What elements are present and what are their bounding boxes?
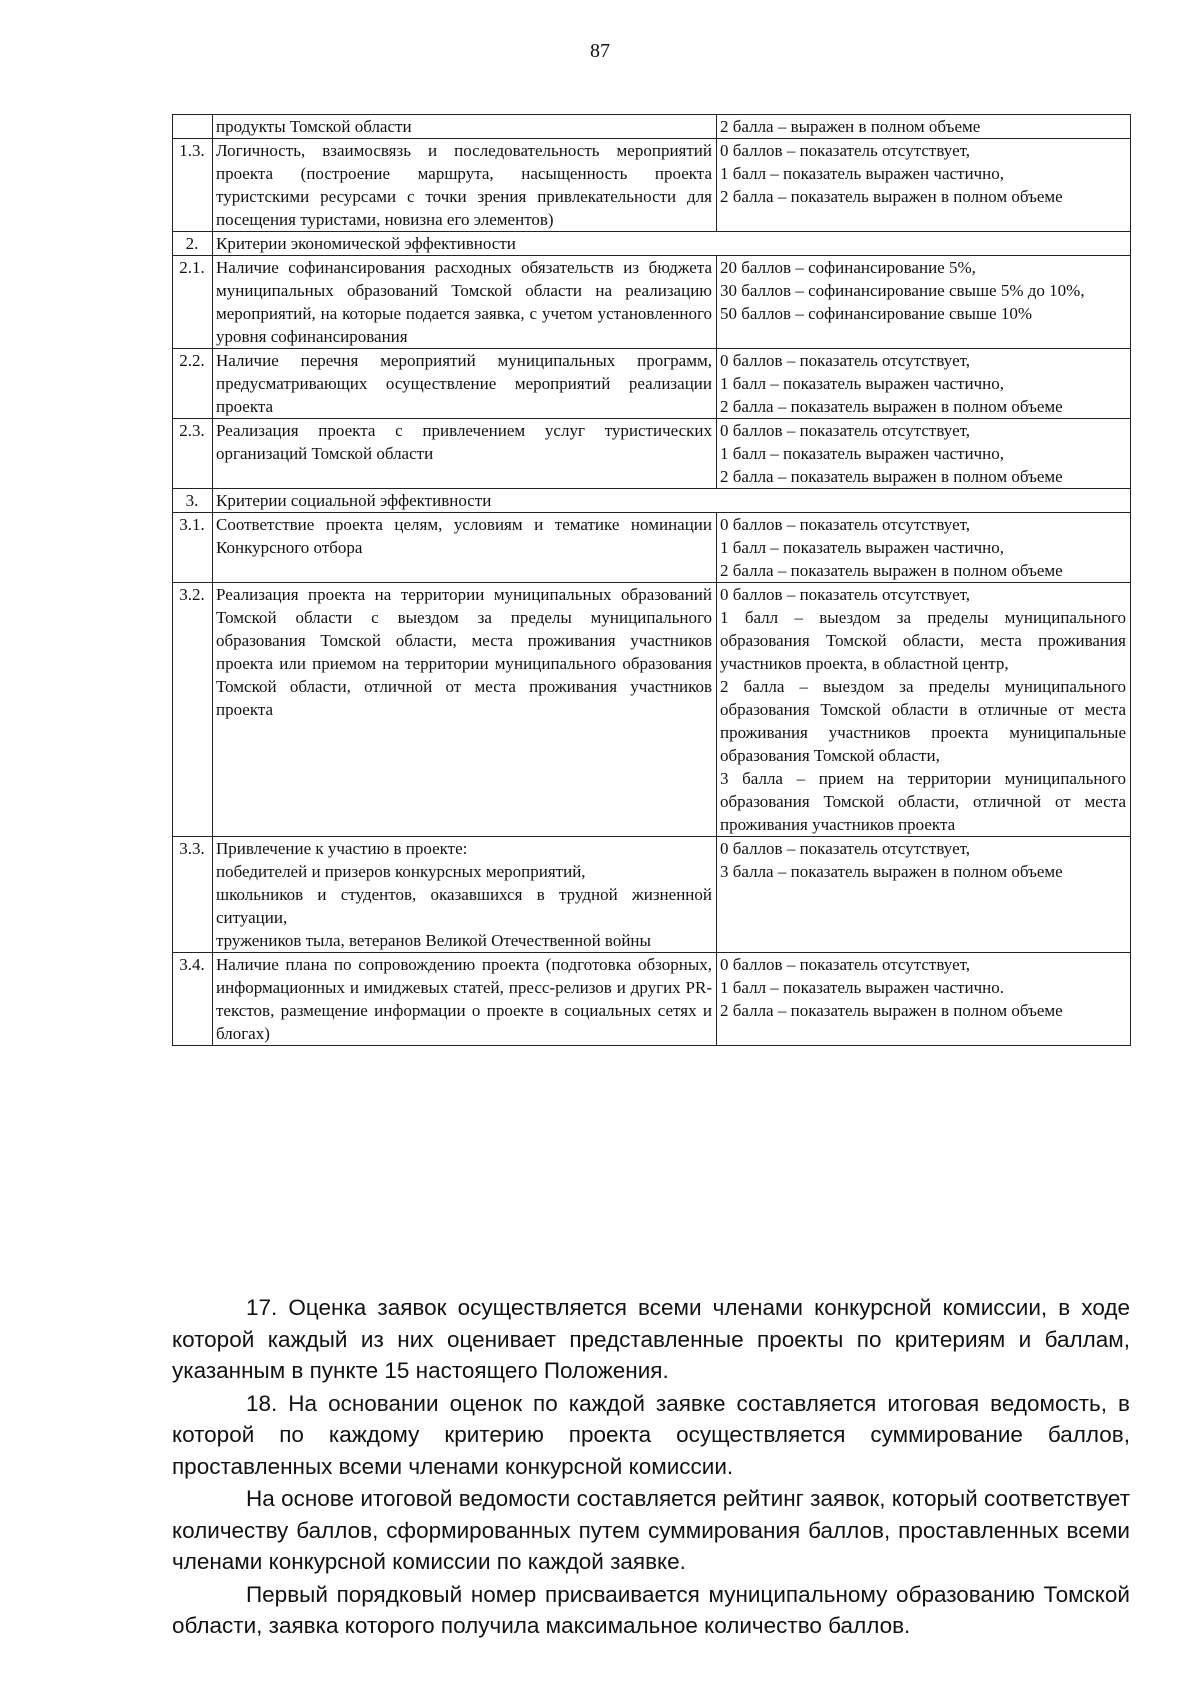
score-text: 3 балла – показатель выражен в полном объеме <box>720 862 1063 881</box>
criterion-text: школьников и студентов, оказавшихся в трудной жизненной ситуации, <box>216 885 712 927</box>
score-cell <box>717 139 1131 232</box>
score-cell <box>717 953 1131 1046</box>
row-number: 2.3. <box>173 419 213 489</box>
criterion-cell <box>213 837 717 953</box>
criterion-cell <box>213 583 717 837</box>
criterion-text: победителей и призеров конкурсных мероприятий, <box>216 862 586 881</box>
criterion-cell <box>213 419 717 489</box>
paragraph: Первый порядковый номер присваивается муниципальному образованию Томской области, заявка которого получила максимальное количество баллов. <box>172 1581 1130 1638</box>
score-text: 0 баллов – показатель отсутствует, <box>720 955 971 974</box>
row-number: 3. <box>173 489 213 513</box>
score-text: 20 баллов – софинансирование 5%, <box>720 258 976 277</box>
section-row <box>173 489 1131 513</box>
score-text: 0 баллов – показатель отсутствует, <box>720 585 971 604</box>
row-number: 3.1. <box>173 513 213 583</box>
score-cell <box>717 349 1131 419</box>
row-number: 2. <box>173 232 213 256</box>
score-cell <box>717 115 1131 139</box>
score-cell <box>717 256 1131 349</box>
table-row <box>173 953 1131 1046</box>
criteria-table-body <box>173 115 1131 1046</box>
criterion-text: Наличие перечня мероприятий муниципальных программ, предусматривающих осуществление мероприятий реализации проекта <box>216 351 712 416</box>
section-title: Критерии экономической эффективности <box>213 232 1131 256</box>
paragraph: 17. Оценка заявок осуществляется всеми членами конкурсной комиссии, в ходе которой каждый из них оценивает представленные проекты по критериям и баллам, указанным в пункте 15 настоящего Положения. <box>172 1295 1130 1383</box>
table-row <box>173 419 1131 489</box>
score-text: 2 балла – показатель выражен в полном объеме <box>720 397 1063 416</box>
paragraph: На основе итоговой ведомости составляется рейтинг заявок, который соответствует количеству баллов, сформированных путем суммирования баллов, проставленных всеми членами конкурсной комиссии по каждой заявке. <box>172 1486 1130 1574</box>
criterion-cell <box>213 139 717 232</box>
row-number: 2.2. <box>173 349 213 419</box>
body-text <box>172 1292 1130 1643</box>
criterion-cell <box>213 513 717 583</box>
criterion-cell <box>213 953 717 1046</box>
criterion-text: Соответствие проекта целям, условиям и тематике номинации Конкурсного отбора <box>216 515 712 557</box>
criterion-cell <box>213 256 717 349</box>
page-number: 87 <box>590 40 610 62</box>
score-cell <box>717 583 1131 837</box>
table-row <box>173 583 1131 837</box>
table-row <box>173 513 1131 583</box>
criterion-cell <box>213 349 717 419</box>
score-text: 0 баллов – показатель отсутствует, <box>720 839 971 858</box>
criterion-text: Привлечение к участию в проекте: <box>216 839 468 858</box>
score-text: 2 балла – показатель выражен в полном объеме <box>720 1001 1063 1020</box>
row-number: 3.4. <box>173 953 213 1046</box>
score-cell <box>717 837 1131 953</box>
score-text: 2 балла – показатель выражен в полном объеме <box>720 187 1063 206</box>
score-text: 2 балла – выездом за пределы муниципального образования Томской области в отличные от места проживания участников проекта муниципальные образования Томской области, <box>720 677 1126 765</box>
criterion-text: тружеников тыла, ветеранов Великой Отечественной войны <box>216 931 651 950</box>
row-number: 2.1. <box>173 256 213 349</box>
score-text: 2 балла – показатель выражен в полном объеме <box>720 467 1063 486</box>
score-text: 3 балла – прием на территории муниципального образования Томской области, отличной от места проживания участников проекта <box>720 769 1126 834</box>
row-number <box>173 115 213 139</box>
paragraph: 18. На основании оценок по каждой заявке составляется итоговая ведомость, в которой по каждому критерию проекта осуществляется суммирование баллов, проставленных всеми членами конкурсной комиссии. <box>172 1390 1130 1479</box>
score-text: 30 баллов – софинансирование свыше 5% до 10%, <box>720 281 1085 300</box>
section-row <box>173 232 1131 256</box>
table-row <box>173 115 1131 139</box>
score-text: 1 балл – показатель выражен частично, <box>720 374 1004 393</box>
score-cell <box>717 513 1131 583</box>
score-text: 1 балл – показатель выражен частично. <box>720 978 1004 997</box>
row-number: 3.2. <box>173 583 213 837</box>
row-number: 3.3. <box>173 837 213 953</box>
criterion-cell <box>213 115 717 139</box>
criteria-table <box>172 114 1131 1046</box>
criterion-text: Наличие плана по сопровождению проекта (подготовка обзорных, информационных и имиджевых статей, пресс-релизов и других PR-текстов, размещение информации о проекте в социальных сетях и блогах) <box>216 955 712 1043</box>
table-row <box>173 256 1131 349</box>
score-text: 2 балла – выражен в полном объеме <box>720 117 981 136</box>
section-title: Критерии социальной эффективности <box>213 489 1131 513</box>
score-text: 0 баллов – показатель отсутствует, <box>720 515 971 534</box>
score-text: 1 балл – выездом за пределы муниципального образования Томской области, места проживания участников проекта, в областной центр, <box>720 608 1126 673</box>
criterion-text: Реализация проекта с привлечением услуг туристических организаций Томской области <box>216 421 712 463</box>
score-text: 0 баллов – показатель отсутствует, <box>720 351 971 370</box>
table-row <box>173 349 1131 419</box>
score-text: 1 балл – показатель выражен частично, <box>720 538 1004 557</box>
row-number: 1.3. <box>173 139 213 232</box>
criterion-text: продукты Томской области <box>216 117 412 136</box>
score-text: 0 баллов – показатель отсутствует, <box>720 421 971 440</box>
score-text: 1 балл – показатель выражен частично, <box>720 164 1004 183</box>
criterion-text: Логичность, взаимосвязь и последовательность мероприятий проекта (построение маршрута, насыщенность проекта туристскими ресурсами с точки зрения привлекательности для посещения туристами, новизна его элементов) <box>216 141 712 229</box>
table-row <box>173 139 1131 232</box>
criterion-text: Наличие софинансирования расходных обязательств из бюджета муниципальных образований Томской области на реализацию мероприятий, на которые подается заявка, с учетом установленного уровня софинансирования <box>216 258 712 346</box>
score-text: 0 баллов – показатель отсутствует, <box>720 141 971 160</box>
score-text: 2 балла – показатель выражен в полном объеме <box>720 561 1063 580</box>
score-text: 1 балл – показатель выражен частично, <box>720 444 1004 463</box>
score-text: 50 баллов – софинансирование свыше 10% <box>720 304 1033 323</box>
score-cell <box>717 419 1131 489</box>
criterion-text: Реализация проекта на территории муниципальных образований Томской области с выездом за пределы муниципального образования Томской области, места проживания участников проекта или приемом на территории муниципального образования Томской области, отличной от места проживания участников проекта <box>216 585 712 719</box>
table-row <box>173 837 1131 953</box>
